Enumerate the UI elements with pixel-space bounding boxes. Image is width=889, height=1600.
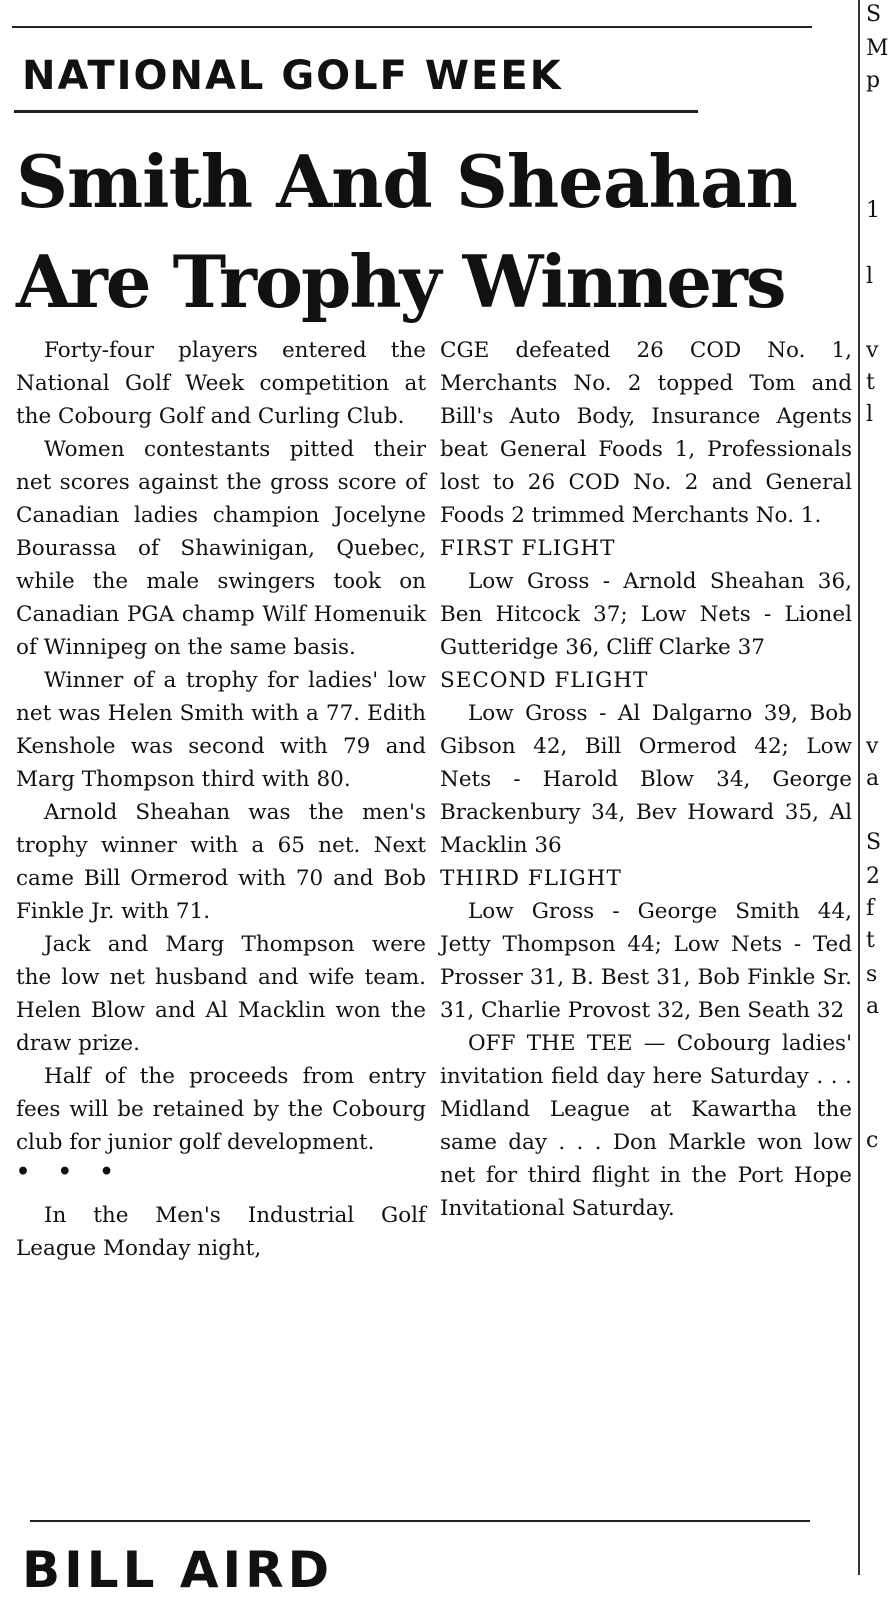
section-separator: • • • (16, 1159, 124, 1185)
edge-fragment: t (866, 928, 875, 953)
edge-fragment: t (866, 370, 875, 395)
flight-results: Low Gross - Al Dalgarno 39, Bob Gibson 42, Bill Ormerod 42; Low Nets - Harold Blow 34, George Brackenbury 34, Bev Howard 35, Al Macklin 36 (440, 701, 852, 858)
flight-results: Low Gross - George Smith 44, Jetty Thompson 44; Low Nets - Ted Prosser 31, B. Best 31, Bob Finkle Sr. 31, Charlie Provost 32, Ben Seath 32 (440, 899, 852, 1023)
paragraph: Forty-four players entered the National Golf Week competition at the Cobourg Golf and Curling Club. (16, 338, 426, 429)
edge-fragment: M (866, 36, 889, 61)
paragraph: In the Men's Industrial Golf League Monday night, (16, 1203, 426, 1261)
flight-heading: SECOND FLIGHT (440, 668, 649, 693)
edge-fragment: a (866, 766, 880, 791)
edge-fragment: f (866, 896, 875, 921)
article-column-right (440, 334, 852, 1225)
edge-fragment: S (866, 830, 882, 855)
article-column-left (16, 334, 426, 1265)
edge-fragment: p (866, 68, 881, 93)
edge-fragment: v (866, 734, 879, 759)
paragraph: Arnold Sheahan was the men's trophy winner with a 65 net. Next came Bill Ormerod with 70 and Bob Finkle Jr. with 71. (16, 800, 426, 924)
paragraph: Half of the proceeds from entry fees will be retained by the Cobourg club for junior golf development. (16, 1064, 426, 1155)
flight-heading: THIRD FLIGHT (440, 866, 622, 891)
edge-fragment: v (866, 338, 879, 363)
kicker-rule (14, 110, 698, 113)
edge-fragment: c (866, 1128, 879, 1153)
edge-fragment: a (866, 994, 880, 1019)
edge-fragment: 2 (866, 864, 880, 889)
paragraph: Jack and Marg Thompson were the low net husband and wife team. Helen Blow and Al Macklin won the draw prize. (16, 932, 426, 1056)
edge-fragment: l (866, 264, 874, 289)
edge-fragment: l (866, 402, 874, 427)
edge-fragment: s (866, 962, 878, 987)
next-article-headline: BILL AIRD (22, 1541, 334, 1599)
top-rule (12, 26, 812, 28)
bottom-rule (30, 1520, 810, 1522)
paragraph: Winner of a trophy for ladies' low net was Helen Smith with a 77. Edith Kenshole was second with 79 and Marg Thompson third with 80. (16, 668, 426, 792)
headline-line-1: Smith And Sheahan (16, 139, 797, 224)
section-kicker: NATIONAL GOLF WEEK (22, 53, 563, 99)
paragraph: CGE defeated 26 COD No. 1, Merchants No. 2 topped Tom and Bill's Auto Body, Insurance Agents beat General Foods 1, Professionals lost to 26 COD No. 2 and General Foods 2 trimmed Merchants No. 1. (440, 338, 852, 528)
flight-results: Low Gross - Arnold Sheahan 36, Ben Hitcock 37; Low Nets - Lionel Gutteridge 36, Cliff Clarke 37 (440, 569, 852, 660)
flight-heading: FIRST FLIGHT (440, 536, 616, 561)
edge-fragment: S (866, 2, 882, 27)
notes-paragraph: OFF THE TEE — Cobourg ladies' invitation field day here Saturday . . . Midland League at Kawartha the same day . . . Don Markle won low net for third flight in the Port Hope Invitational Saturday. (440, 1031, 852, 1221)
paragraph: Women contestants pitted their net scores against the gross score of Canadian ladies champion Jocelyne Bourassa of Shawinigan, Quebec, while the male swingers took on Canadian PGA champ Wilf Homenuik of Winnipeg on the same basis. (16, 437, 426, 660)
edge-fragment: 1 (866, 198, 880, 223)
adjacent-column-fragment (862, 0, 889, 1575)
column-divider-rule (858, 0, 860, 1575)
headline-line-2: Are Trophy Winners (16, 239, 785, 324)
